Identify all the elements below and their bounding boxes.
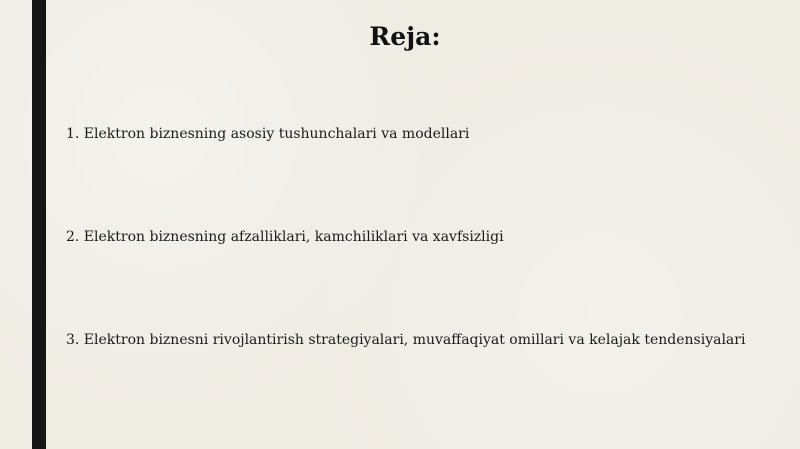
plan-item-2: 2. Elektron biznesning afzalliklari, kamchiliklari va xavfsizligi [66,229,504,245]
plan-item-3: 3. Elektron biznesni rivojlantirish strategiyalari, muvaffaqiyat omillari va kelajak tendensiyalari [66,332,746,348]
plan-item-1: 1. Elektron biznesning asosiy tushunchalari va modellari [66,126,470,142]
accent-bar [32,0,46,449]
slide-title: Reja: [369,22,441,51]
